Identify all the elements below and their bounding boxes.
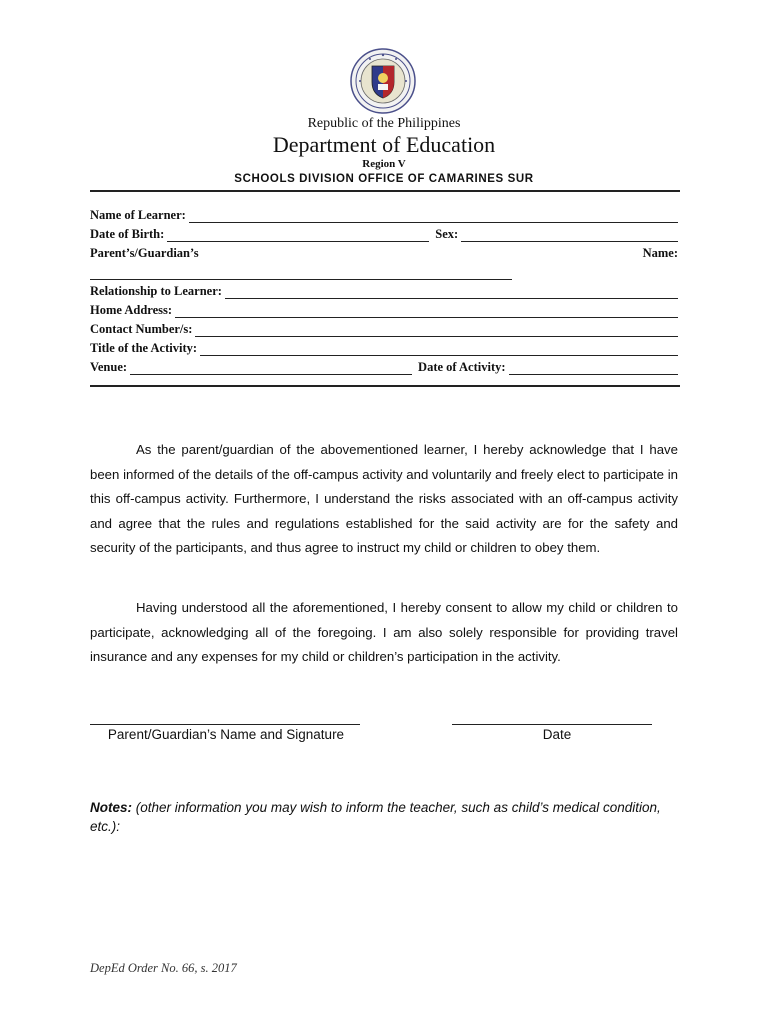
notes-label: Notes: xyxy=(90,800,133,815)
contact-label: Contact Number/s: xyxy=(90,322,193,336)
activity-title-field[interactable] xyxy=(200,345,678,356)
activity-title-row xyxy=(90,340,678,356)
learner-name-field[interactable] xyxy=(189,212,678,223)
guardian-name-label: Name: xyxy=(642,246,678,260)
guardian-name-field[interactable] xyxy=(90,269,512,280)
bottom-rule xyxy=(90,385,680,387)
birth-sex-row xyxy=(90,226,678,242)
notes-text: (other information you may wish to inform the teacher, such as child’s medical condition, etc.): xyxy=(90,800,661,834)
republic-heading: Republic of the Philippines xyxy=(307,116,461,131)
deped-seal-icon xyxy=(350,48,416,114)
venue-row xyxy=(90,359,678,375)
guardian-name-line-row xyxy=(90,264,512,280)
consent-paragraph-1: As the parent/guardian of the abovementioned learner, I hereby acknowledge that I have been informed of the details of the off-campus activity and voluntarily and freely elect to participate in this off-campus activity. Furthermore, I understand the risks associated with an off-campus activity and agree that the rules and regulations established for the said activity are for the safety and security of the participants, and thus agree to instruct my child or children to obey them. xyxy=(90,442,678,555)
sex-field[interactable] xyxy=(461,231,678,242)
venue-label: Venue: xyxy=(90,360,128,374)
date-line[interactable] xyxy=(452,724,652,725)
date-of-activity-field[interactable] xyxy=(509,364,678,375)
top-rule xyxy=(90,190,680,192)
region-label: Region V xyxy=(362,158,406,170)
signature-line[interactable] xyxy=(90,724,360,725)
relationship-field[interactable] xyxy=(225,288,678,299)
consent-paragraph-2: Having understood all the aforementioned, I hereby consent to allow my child or children to participate, acknowledging all of the foregoing. I am also solely responsible for providing travel insurance and any expenses for my child or children’s participation in the activity. xyxy=(90,600,678,664)
learner-name-row xyxy=(90,207,678,223)
guardian-name-row xyxy=(90,245,678,261)
activity-title-label: Title of the Activity: xyxy=(90,341,198,355)
venue-field[interactable] xyxy=(130,364,412,375)
home-address-label: Home Address: xyxy=(90,303,173,317)
date-of-activity-label: Date of Activity: xyxy=(418,360,506,374)
home-address-row xyxy=(90,302,678,318)
department-title: Department of Education xyxy=(272,132,496,157)
sex-label: Sex: xyxy=(435,227,459,241)
signature-label: Parent/Guardian’s Name and Signature xyxy=(107,727,345,742)
relationship-row xyxy=(90,283,678,299)
learner-name-label: Name of Learner: xyxy=(90,208,186,222)
home-address-field[interactable] xyxy=(175,307,678,318)
division-label: SCHOOLS DIVISION OFFICE OF CAMARINES SUR xyxy=(234,173,534,185)
date-of-birth-label: Date of Birth: xyxy=(90,227,165,241)
relationship-label: Relationship to Learner: xyxy=(90,284,222,298)
deped-order-footer: DepEd Order No. 66, s. 2017 xyxy=(90,961,237,975)
date-label: Date xyxy=(542,727,572,742)
contact-row xyxy=(90,321,678,337)
notes-section xyxy=(90,798,690,836)
date-of-birth-field[interactable] xyxy=(167,231,429,242)
contact-field[interactable] xyxy=(195,326,678,337)
guardian-label: Parent’s/Guardian’s xyxy=(90,246,199,260)
